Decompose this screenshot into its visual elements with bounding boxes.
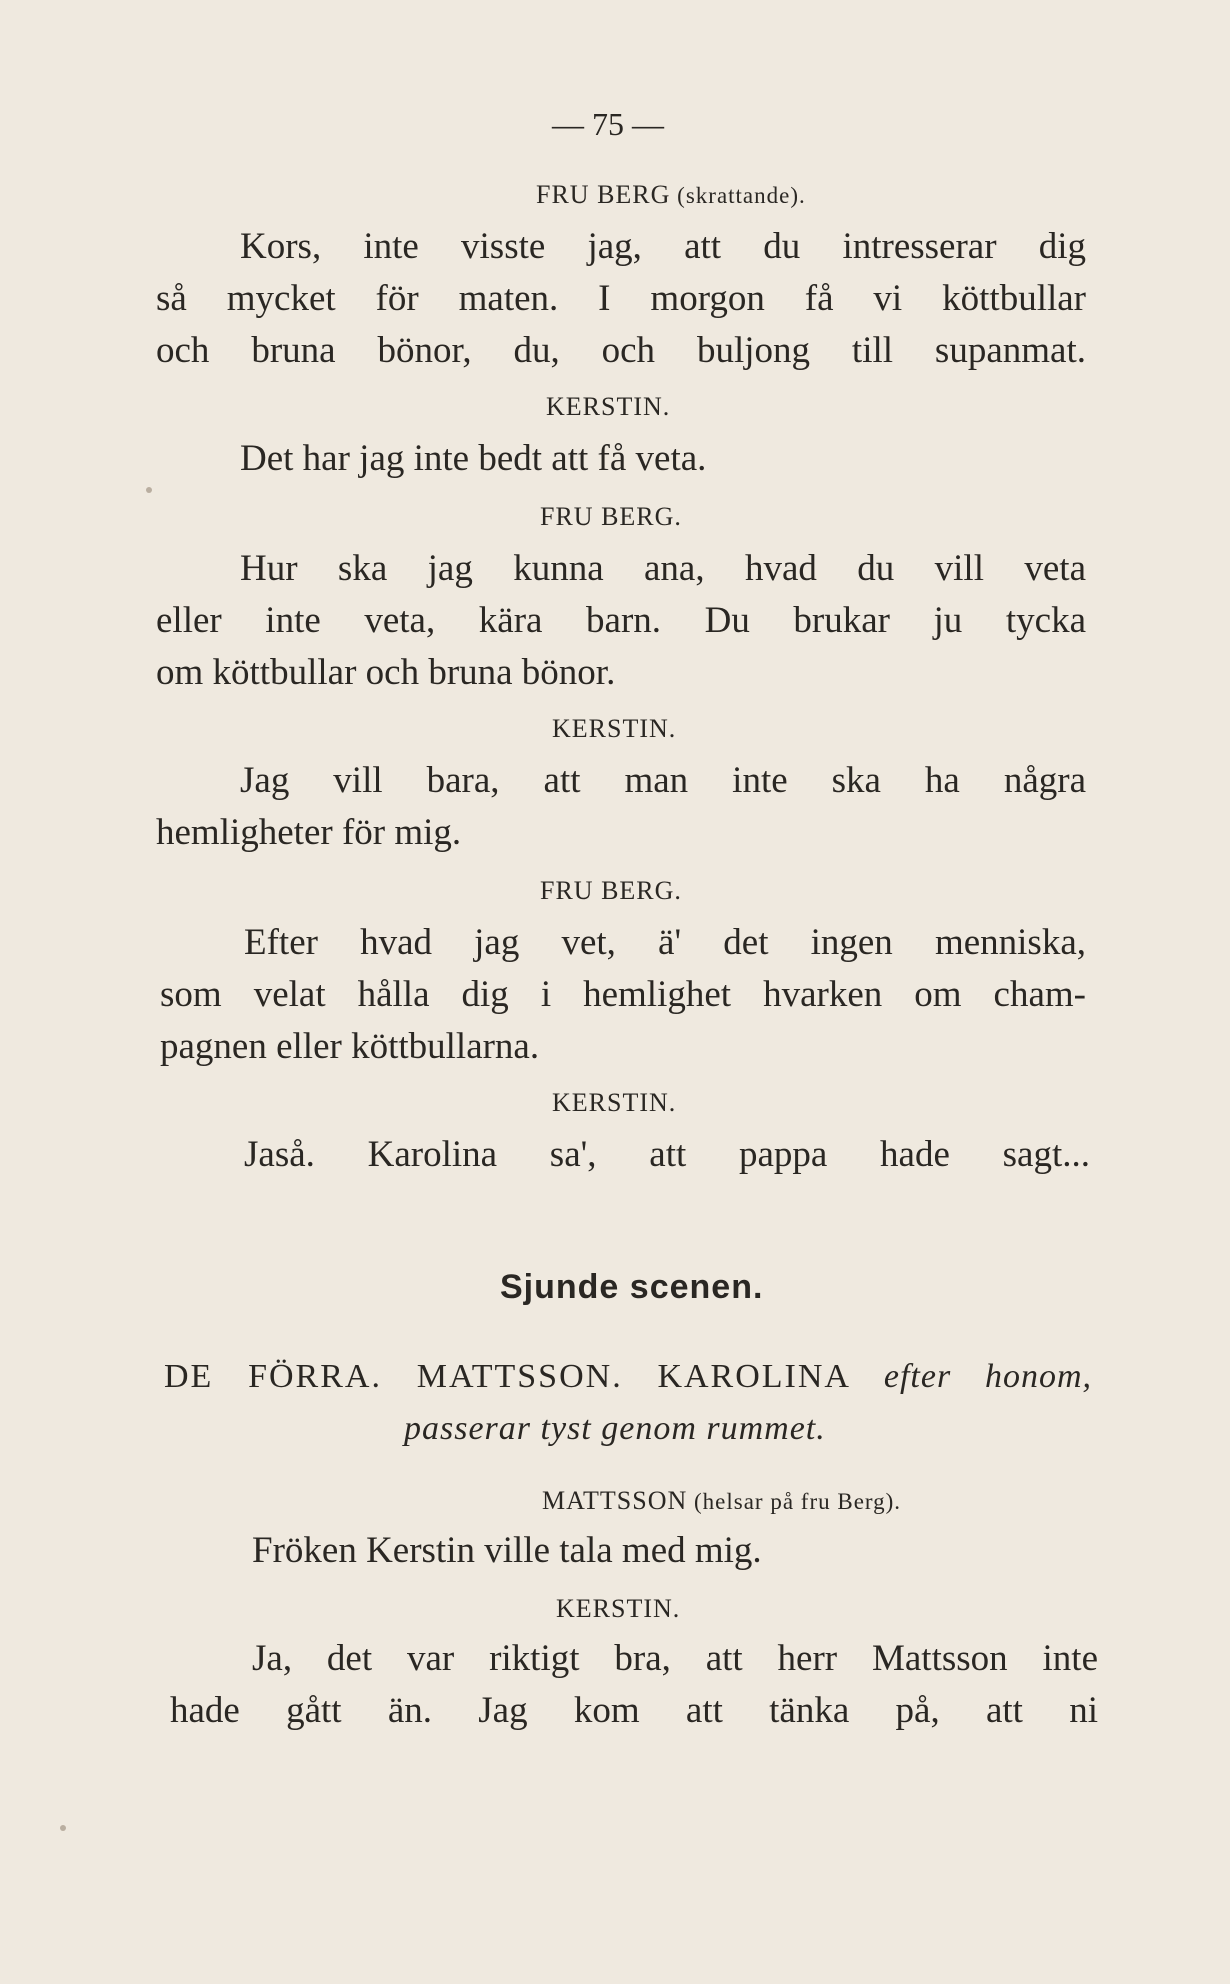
- dialogue-line: eller inte veta, kära barn. Du brukar ju tycka: [156, 600, 1086, 641]
- dialogue-line: pagnen eller köttbullarna.: [160, 1026, 540, 1067]
- dialogue-line: Hur ska jag kunna ana, hvad du vill veta: [240, 548, 1086, 589]
- stage-direction: [164, 1360, 1092, 1394]
- speaker-fru-berg: [536, 182, 806, 208]
- stage-note: (skrattande).: [670, 183, 806, 208]
- dialogue-line: Jag vill bara, att man inte ska ha några: [240, 760, 1086, 801]
- speaker-kerstin: KERSTIN.: [546, 392, 671, 421]
- dialogue-line: Ja, det var riktigt bra, att herr Mattsson inte: [252, 1638, 1098, 1679]
- dialogue-line: Kors, inte visste jag, att du intresserar dig: [240, 226, 1086, 267]
- scene-title: Sjunde scenen.: [500, 1268, 764, 1306]
- dialogue-line: Efter hvad jag vet, ä' det ingen menniska,: [244, 922, 1086, 963]
- dialogue-line: och bruna bönor, du, och buljong till supanmat.: [156, 330, 1086, 371]
- dialogue-line: Jaså. Karolina sa', att pappa hade sagt...: [244, 1134, 1090, 1175]
- stage-italic: passerar tyst genom rummet.: [404, 1410, 826, 1447]
- stage-direction: [404, 1412, 826, 1446]
- dialogue-line: som velat hålla dig i hemlighet hvarken om cham-: [160, 974, 1086, 1015]
- page-number: — 75 —: [552, 106, 664, 142]
- speaker-kerstin: KERSTIN.: [556, 1594, 681, 1623]
- speaker-name: FRU BERG: [536, 180, 671, 209]
- speaker-kerstin: KERSTIN.: [552, 1088, 677, 1117]
- paper-speck: [146, 487, 152, 493]
- dialogue-line: hemligheter för mig.: [156, 812, 462, 853]
- speaker-kerstin: KERSTIN.: [552, 714, 677, 743]
- speaker-name: MATTSSON: [542, 1486, 688, 1515]
- dialogue-line: så mycket för maten. I morgon få vi köttbullar: [156, 278, 1086, 319]
- stage-italic: efter honom,: [883, 1358, 1092, 1395]
- dialogue-line: Fröken Kerstin ville tala med mig.: [252, 1530, 762, 1571]
- paper-speck: [60, 1825, 66, 1831]
- dialogue-line: om köttbullar och bruna bönor.: [156, 652, 616, 693]
- dialogue-line: Det har jag inte bedt att få veta.: [240, 438, 707, 479]
- speaker-fru-berg: FRU BERG.: [540, 502, 682, 531]
- speaker-mattsson: [542, 1488, 901, 1514]
- stage-note: (helsar på fru Berg).: [687, 1489, 902, 1514]
- speaker-fru-berg: FRU BERG.: [540, 876, 682, 905]
- stage-names: DE FÖRRA. MATTSSON. KAROLINA: [164, 1358, 884, 1395]
- dialogue-line: hade gått än. Jag kom att tänka på, att ni: [170, 1690, 1098, 1731]
